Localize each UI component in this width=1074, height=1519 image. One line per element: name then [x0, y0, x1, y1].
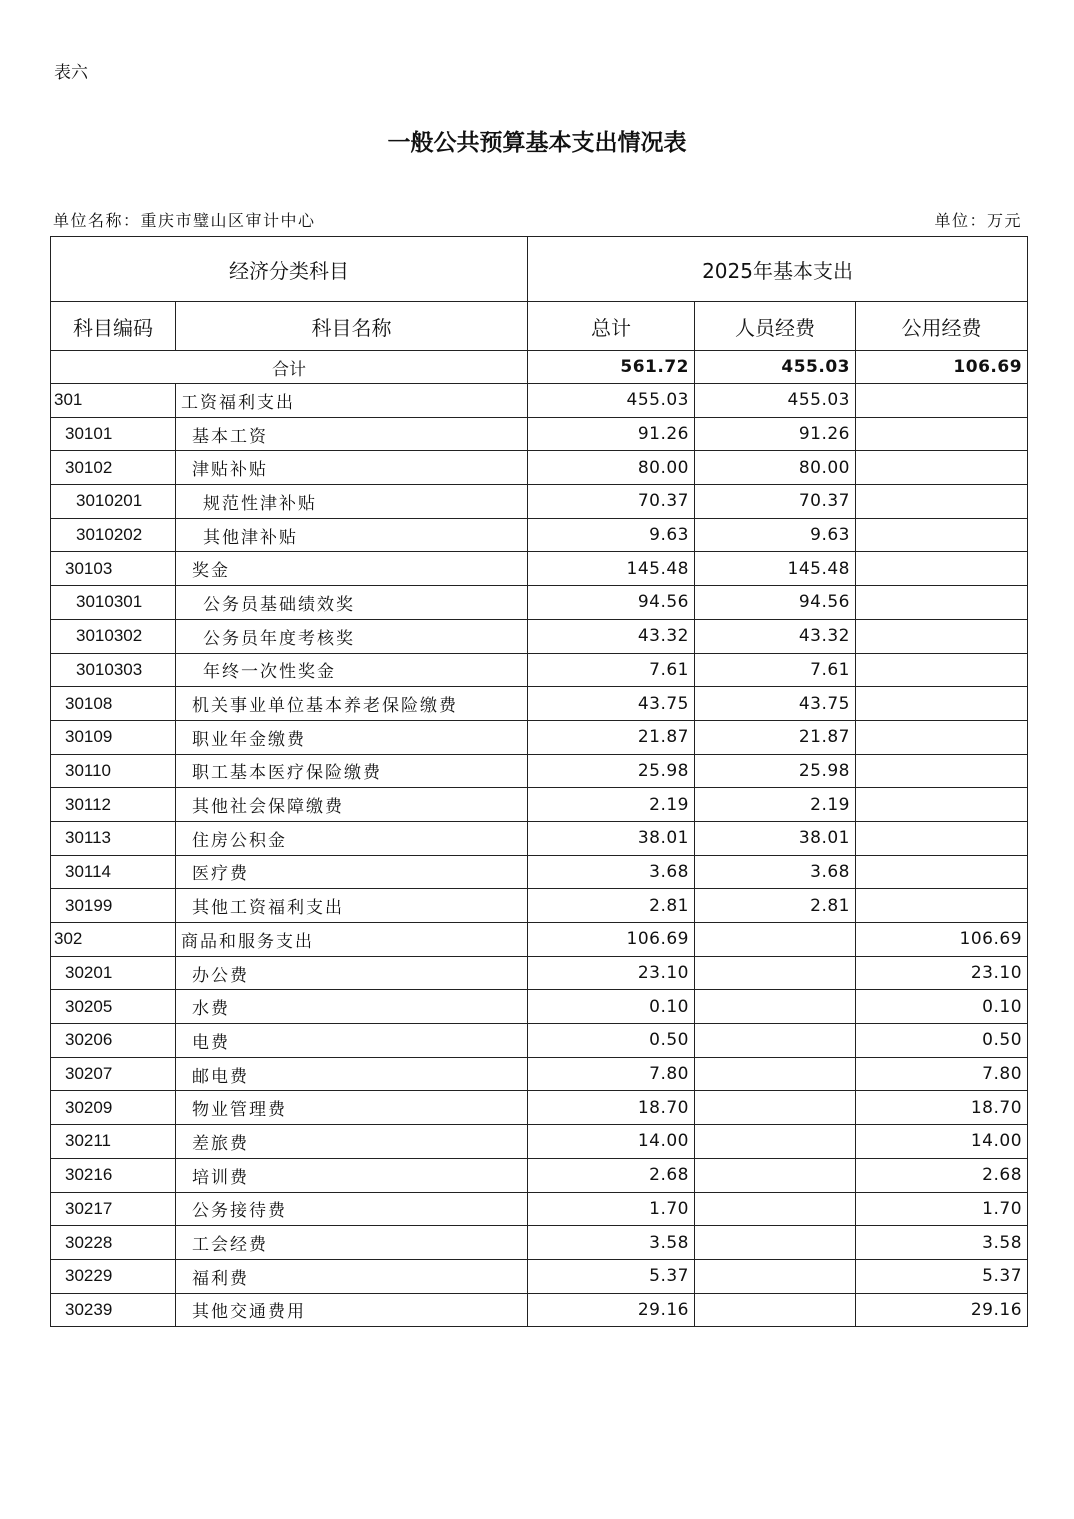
row-name: 工会经费 — [176, 1226, 528, 1260]
row-public — [856, 855, 1028, 889]
row-code: 30101 — [51, 417, 176, 451]
row-personnel: 94.56 — [695, 586, 856, 620]
row-code: 30211 — [51, 1125, 176, 1159]
header-name: 科目名称 — [176, 302, 528, 351]
row-code: 3010201 — [51, 485, 176, 519]
row-name: 物业管理费 — [176, 1091, 528, 1125]
row-total: 5.37 — [528, 1259, 695, 1293]
row-total: 91.26 — [528, 417, 695, 451]
row-personnel — [695, 1158, 856, 1192]
table-row — [51, 1091, 1028, 1125]
row-code: 30217 — [51, 1192, 176, 1226]
row-public — [856, 788, 1028, 822]
row-personnel — [695, 1091, 856, 1125]
row-personnel: 455.03 — [695, 384, 856, 418]
table-row — [51, 990, 1028, 1024]
row-personnel: 43.32 — [695, 619, 856, 653]
table-row — [51, 889, 1028, 923]
budget-table — [50, 236, 1028, 1327]
row-public — [856, 653, 1028, 687]
row-personnel: 2.81 — [695, 889, 856, 923]
header-personnel: 人员经费 — [695, 302, 856, 351]
table-row — [51, 518, 1028, 552]
row-code: 30206 — [51, 1024, 176, 1058]
table-body — [51, 351, 1028, 1327]
row-public: 14.00 — [856, 1125, 1028, 1159]
row-personnel: 38.01 — [695, 821, 856, 855]
row-total: 70.37 — [528, 485, 695, 519]
row-total: 1.70 — [528, 1192, 695, 1226]
row-total: 38.01 — [528, 821, 695, 855]
row-code: 3010202 — [51, 518, 176, 552]
row-code: 30112 — [51, 788, 176, 822]
row-personnel: 2.19 — [695, 788, 856, 822]
page-title: 一般公共预算基本支出情况表 — [387, 129, 687, 156]
row-total: 80.00 — [528, 451, 695, 485]
row-personnel: 145.48 — [695, 552, 856, 586]
row-code: 30229 — [51, 1259, 176, 1293]
row-code: 30113 — [51, 821, 176, 855]
row-name: 差旅费 — [176, 1125, 528, 1159]
row-total: 25.98 — [528, 754, 695, 788]
table-row — [51, 720, 1028, 754]
row-total: 23.10 — [528, 956, 695, 990]
table-row — [51, 552, 1028, 586]
row-code: 30103 — [51, 552, 176, 586]
table-row — [51, 1057, 1028, 1091]
row-public — [856, 687, 1028, 721]
row-public — [856, 552, 1028, 586]
table-row — [51, 451, 1028, 485]
row-code: 30239 — [51, 1293, 176, 1327]
row-public: 29.16 — [856, 1293, 1028, 1327]
row-personnel — [695, 990, 856, 1024]
row-code: 30205 — [51, 990, 176, 1024]
table-row — [51, 956, 1028, 990]
row-personnel — [695, 1259, 856, 1293]
table-row — [51, 923, 1028, 957]
row-total: 18.70 — [528, 1091, 695, 1125]
table-row — [51, 417, 1028, 451]
table-row — [51, 821, 1028, 855]
total-row — [51, 351, 1028, 384]
row-name: 公务接待费 — [176, 1192, 528, 1226]
row-code: 30109 — [51, 720, 176, 754]
table-row — [51, 1259, 1028, 1293]
row-total: 455.03 — [528, 384, 695, 418]
row-name: 商品和服务支出 — [176, 923, 528, 957]
table-row — [51, 485, 1028, 519]
row-name: 电费 — [176, 1024, 528, 1058]
row-code: 30102 — [51, 451, 176, 485]
table-row — [51, 1192, 1028, 1226]
total-public: 106.69 — [856, 351, 1028, 384]
row-public — [856, 821, 1028, 855]
row-name: 福利费 — [176, 1259, 528, 1293]
row-public: 0.10 — [856, 990, 1028, 1024]
row-name: 培训费 — [176, 1158, 528, 1192]
header-code: 科目编码 — [51, 302, 176, 351]
row-total: 145.48 — [528, 552, 695, 586]
row-code: 30199 — [51, 889, 176, 923]
total-label: 合计 — [51, 351, 528, 384]
row-public: 0.50 — [856, 1024, 1028, 1058]
row-total: 14.00 — [528, 1125, 695, 1159]
row-personnel — [695, 923, 856, 957]
row-code: 30201 — [51, 956, 176, 990]
table-row — [51, 1125, 1028, 1159]
header-public: 公用经费 — [856, 302, 1028, 351]
row-total: 0.50 — [528, 1024, 695, 1058]
unit-name: 单位名称：重庆市璧山区审计中心 — [53, 211, 316, 230]
row-name: 津贴补贴 — [176, 451, 528, 485]
total-sum: 561.72 — [528, 351, 695, 384]
row-code: 302 — [51, 923, 176, 957]
row-code: 30114 — [51, 855, 176, 889]
table-row — [51, 384, 1028, 418]
row-public — [856, 720, 1028, 754]
row-personnel: 80.00 — [695, 451, 856, 485]
row-public: 5.37 — [856, 1259, 1028, 1293]
row-public: 23.10 — [856, 956, 1028, 990]
row-total: 21.87 — [528, 720, 695, 754]
row-code: 3010303 — [51, 653, 176, 687]
row-code: 30209 — [51, 1091, 176, 1125]
row-code: 3010301 — [51, 586, 176, 620]
currency-unit: 单位：万元 — [934, 211, 1022, 230]
row-personnel — [695, 1192, 856, 1226]
row-name: 奖金 — [176, 552, 528, 586]
table-row — [51, 653, 1028, 687]
table-row — [51, 586, 1028, 620]
row-public — [856, 889, 1028, 923]
row-personnel: 25.98 — [695, 754, 856, 788]
row-code: 30110 — [51, 754, 176, 788]
row-public: 2.68 — [856, 1158, 1028, 1192]
row-public: 18.70 — [856, 1091, 1028, 1125]
row-total: 9.63 — [528, 518, 695, 552]
row-code: 3010302 — [51, 619, 176, 653]
row-personnel — [695, 1057, 856, 1091]
row-public: 3.58 — [856, 1226, 1028, 1260]
row-total: 0.10 — [528, 990, 695, 1024]
row-total: 3.68 — [528, 855, 695, 889]
row-personnel — [695, 956, 856, 990]
row-total: 7.80 — [528, 1057, 695, 1091]
row-name: 公务员基础绩效奖 — [176, 586, 528, 620]
total-personnel: 455.03 — [695, 351, 856, 384]
row-name: 其他社会保障缴费 — [176, 788, 528, 822]
row-personnel — [695, 1024, 856, 1058]
row-total: 2.81 — [528, 889, 695, 923]
row-name: 机关事业单位基本养老保险缴费 — [176, 687, 528, 721]
row-personnel: 43.75 — [695, 687, 856, 721]
row-total: 3.58 — [528, 1226, 695, 1260]
row-total: 2.68 — [528, 1158, 695, 1192]
table-row — [51, 855, 1028, 889]
row-public — [856, 754, 1028, 788]
table-number: 表六 — [54, 63, 88, 83]
row-public: 106.69 — [856, 923, 1028, 957]
table-row — [51, 619, 1028, 653]
table-row — [51, 687, 1028, 721]
row-personnel: 7.61 — [695, 653, 856, 687]
row-total: 43.75 — [528, 687, 695, 721]
row-public — [856, 451, 1028, 485]
row-name: 办公费 — [176, 956, 528, 990]
table-row — [51, 1158, 1028, 1192]
row-total: 29.16 — [528, 1293, 695, 1327]
row-public — [856, 384, 1028, 418]
row-total: 106.69 — [528, 923, 695, 957]
row-name: 规范性津补贴 — [176, 485, 528, 519]
row-name: 其他津补贴 — [176, 518, 528, 552]
row-code: 30207 — [51, 1057, 176, 1091]
table-row — [51, 788, 1028, 822]
row-code: 30108 — [51, 687, 176, 721]
row-personnel: 3.68 — [695, 855, 856, 889]
row-public — [856, 518, 1028, 552]
row-name: 医疗费 — [176, 855, 528, 889]
row-public: 7.80 — [856, 1057, 1028, 1091]
row-public: 1.70 — [856, 1192, 1028, 1226]
table-row — [51, 1226, 1028, 1260]
row-name: 基本工资 — [176, 417, 528, 451]
table-row — [51, 1293, 1028, 1327]
row-personnel: 9.63 — [695, 518, 856, 552]
row-personnel — [695, 1125, 856, 1159]
row-personnel: 21.87 — [695, 720, 856, 754]
row-code: 30216 — [51, 1158, 176, 1192]
row-total: 43.32 — [528, 619, 695, 653]
row-name: 邮电费 — [176, 1057, 528, 1091]
table-row — [51, 754, 1028, 788]
row-total: 2.19 — [528, 788, 695, 822]
row-name: 年终一次性奖金 — [176, 653, 528, 687]
row-code: 30228 — [51, 1226, 176, 1260]
header-basic-expenditure: 2025年基本支出 — [528, 237, 1028, 302]
row-name: 公务员年度考核奖 — [176, 619, 528, 653]
header-total: 总计 — [528, 302, 695, 351]
row-name: 水费 — [176, 990, 528, 1024]
row-code: 301 — [51, 384, 176, 418]
row-total: 7.61 — [528, 653, 695, 687]
header-economic-category: 经济分类科目 — [51, 237, 528, 302]
row-name: 职工基本医疗保险缴费 — [176, 754, 528, 788]
row-public — [856, 619, 1028, 653]
row-public — [856, 586, 1028, 620]
row-personnel: 91.26 — [695, 417, 856, 451]
row-public — [856, 417, 1028, 451]
row-name: 职业年金缴费 — [176, 720, 528, 754]
row-total: 94.56 — [528, 586, 695, 620]
row-name: 工资福利支出 — [176, 384, 528, 418]
row-personnel — [695, 1293, 856, 1327]
row-name: 其他工资福利支出 — [176, 889, 528, 923]
table-row — [51, 1024, 1028, 1058]
row-name: 住房公积金 — [176, 821, 528, 855]
row-name: 其他交通费用 — [176, 1293, 528, 1327]
row-personnel — [695, 1226, 856, 1260]
row-public — [856, 485, 1028, 519]
row-personnel: 70.37 — [695, 485, 856, 519]
